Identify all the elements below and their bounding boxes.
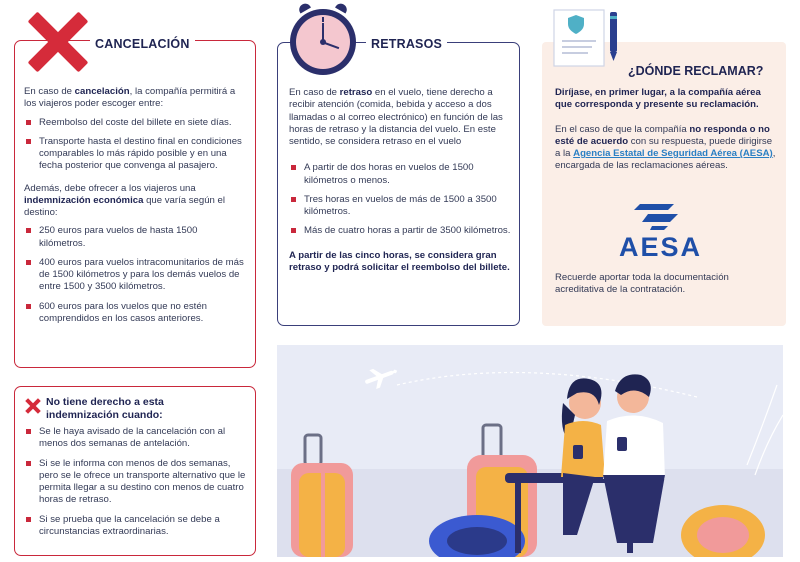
list-item: 600 euros para los vuelos que no estén comprendidos en los casos anteriores.: [24, 301, 246, 326]
suitcase-icon: [291, 435, 353, 557]
reclamar-body: [555, 87, 777, 173]
retrasos-intro: En caso de retraso en el vuelo, tiene derecho a recibir atención (comida, bebida y acceso a dos llamadas o al correo electrónico) en función de las horas de retraso y la distancia del vuelo. En este sentido, se considera retraso en el vuelo: [289, 87, 503, 148]
aesa-logo-icon: [634, 200, 680, 232]
list-item: Si se prueba que la cancelación se debe a circunstancias extraordinarias.: [24, 514, 248, 539]
travelers-illustration: [277, 345, 783, 557]
list-item: Reembolso del coste del billete en siete días.: [24, 117, 246, 129]
list-item: Tres horas en vuelos de más de 1500 a 3500 kilómetros.: [289, 194, 511, 219]
retrasos-body: [289, 87, 511, 274]
clock-icon: [290, 9, 356, 75]
compensation-amounts: [24, 225, 246, 325]
list-item: Transporte hasta el destino final en condiciones comparables lo más rápido posible y en una fecha posterior que convenga al pasajero.: [24, 136, 246, 173]
aesa-logo-text: AESA: [619, 232, 703, 262]
retrasos-list: [289, 162, 511, 237]
list-item: 250 euros para vuelos de hasta 1500 kilómetros.: [24, 225, 246, 250]
retrasos-title: RETRASOS: [366, 36, 447, 52]
reclamar-first-step: Diríjase, en primer lugar, a la compañía aérea que corresponda y presente su reclamación.: [555, 87, 761, 111]
reclamar-second-step: En el caso de que la compañía no responda o no esté de acuerdo con su respuesta, puede dirigirse a la Agencia Estatal de Seguridad Aérea (AESA), encargada de las reclamaciones aéreas.: [555, 123, 776, 172]
aesa-link[interactable]: Agencia Estatal de Seguridad Aérea (AESA): [573, 148, 773, 160]
no-derecho-title: No tiene derecho a esta indemnización cuando:: [46, 396, 164, 422]
reclamar-title: ¿DÓNDE RECLAMAR?: [628, 64, 764, 78]
cross-icon: [26, 10, 90, 74]
list-item: Más de cuatro horas a partir de 3500 kilómetros.: [289, 225, 511, 237]
cancelacion-intro: En caso de cancelación, la compañía permitirá a los viajeros poder escoger entre:: [24, 86, 236, 110]
cross-icon: [26, 399, 40, 413]
compensation-intro: Además, debe ofrecer a los viajeros una indemnización económica que varía según el destino:: [24, 182, 226, 219]
cancelacion-body: [24, 86, 246, 332]
cancelacion-title: CANCELACIÓN: [90, 36, 195, 52]
retrasos-closing: A partir de las cinco horas, se considera gran retraso y podrá solicitar el reembolso del billete.: [289, 249, 510, 273]
list-item: 400 euros para vuelos intracomunitarios de más de 1500 kilómetros y para los demás vuelos de entre 1500 y 3500 kilómetros.: [24, 257, 246, 294]
list-item: Se le haya avisado de la cancelación con al menos dos semanas de antelación.: [24, 426, 248, 451]
scene-graphic: [277, 345, 783, 557]
airplane-icon: [362, 361, 401, 391]
reclamar-footer: Recuerde aportar toda la documentación acreditativa de la contratación.: [555, 272, 729, 296]
document-pen-icon: [548, 8, 628, 68]
list-item: A partir de dos horas en vuelos de 1500 kilómetros o menos.: [289, 162, 511, 187]
list-item: Si se le informa con menos de dos semanas, pero se le ofrece un transporte alternativo que le permita llegar a su destino con menos de cuatro horas de retraso.: [24, 458, 248, 507]
cancelacion-options: [24, 117, 246, 173]
no-derecho-list: [24, 426, 248, 545]
